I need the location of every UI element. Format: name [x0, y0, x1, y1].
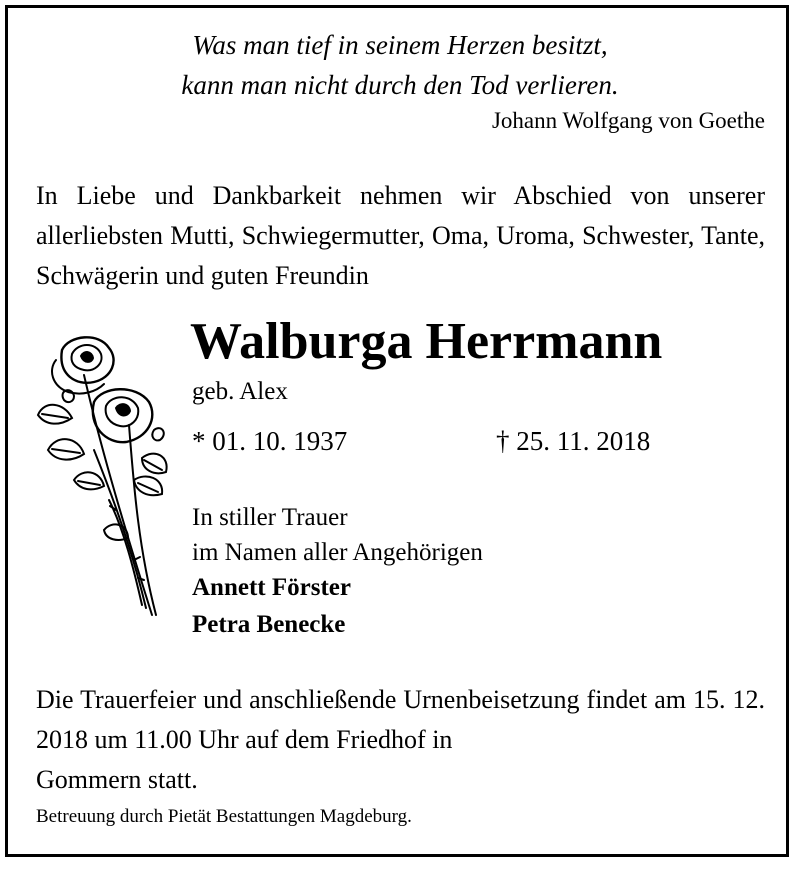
funeral-info — [36, 680, 765, 800]
mourner-name-2: Petra Benecke — [192, 611, 346, 638]
intro-paragraph: In Liebe und Dankbarkeit nehmen wir Abschied von unserer allerliebsten Mutti, Schwiegermutter, Oma, Uroma, Schwester, Tante, Schwägerin und guten Freundin — [36, 181, 765, 290]
intro-text — [36, 176, 765, 296]
rose-icon — [34, 330, 169, 620]
birth-name: geb. Alex — [192, 378, 288, 405]
death-date: † 25. 11. 2018 — [496, 426, 651, 456]
mourning-line-1: In stiller Trauer — [192, 504, 348, 531]
mourner-name-1: Annett Förster — [192, 574, 351, 601]
quote-line-2: kann man nicht durch den Tod verlieren. — [181, 70, 619, 100]
funeral-text: Die Trauerfeier und anschließende Urnenbeisetzung findet am 15. 12. 2018 um 11.00 Uhr auf dem Friedhof in — [36, 685, 765, 754]
quote-line-1: Was man tief in seinem Herzen besitzt, — [192, 30, 608, 60]
funeral-director-note: Betreuung durch Pietät Bestattungen Magdeburg. — [36, 806, 412, 827]
funeral-text-end: Gommern statt. — [36, 765, 198, 794]
mourning-line-2: im Namen aller Angehörigen — [192, 539, 483, 566]
birth-date: * 01. 10. 1937 — [192, 426, 348, 456]
quote-author: Johann Wolfgang von Goethe — [491, 108, 765, 133]
deceased-name: Walburga Herrmann — [190, 313, 663, 370]
